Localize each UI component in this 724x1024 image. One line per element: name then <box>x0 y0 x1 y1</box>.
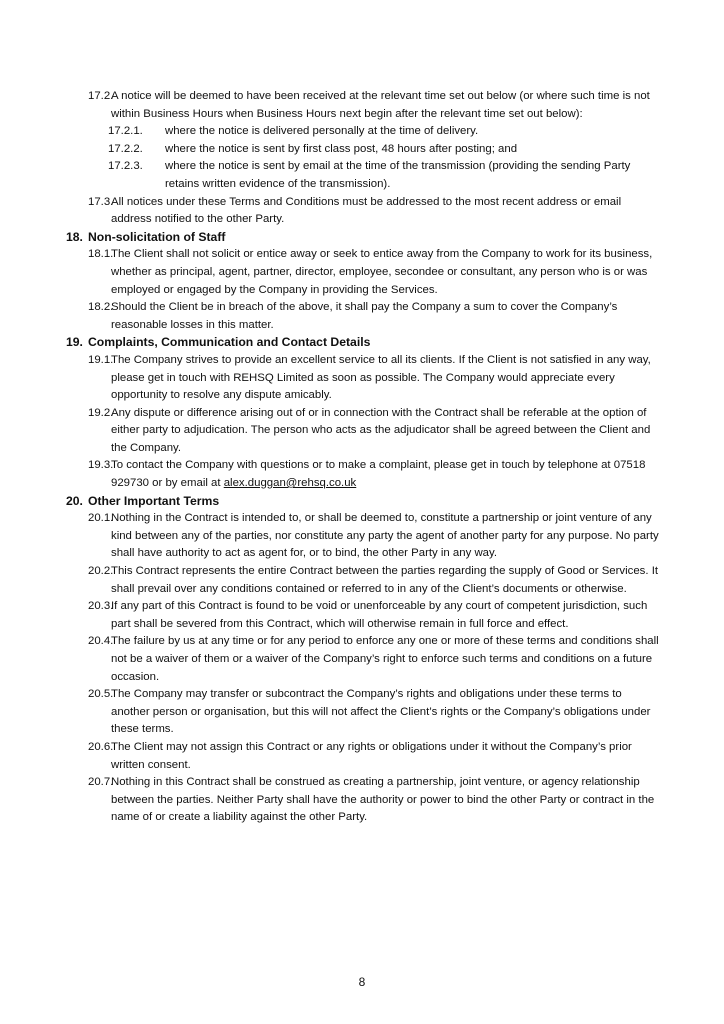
clause-number: 18.1. <box>88 248 114 261</box>
section-number: 18. <box>66 229 83 244</box>
clause-17-2-2 <box>66 141 662 159</box>
clause-text: The Company may transfer or subcontract the Company’s rights and obligations under these terms to another person or organisation, but this will not affect the Client’s rights or the Company’s obligations under these terms. <box>111 688 651 736</box>
clause-text: A notice will be deemed to have been received at the relevant time set out below (or where such time is not within Business Hours when Business Hours next begin after the relevant time set out below): <box>111 90 650 120</box>
section-heading-18 <box>66 229 662 247</box>
section-heading-19 <box>66 334 662 352</box>
clause-text: If any part of this Contract is found to be void or unenforceable by any court of competent jurisdiction, such part shall be severed from this Contract, which will otherwise remain in full force and effect. <box>111 600 648 630</box>
contact-text: To contact the Company with questions or to make a complaint, please get in touch by telephone at 07518 929730 or by email at <box>111 459 646 490</box>
clause-20-2 <box>66 563 662 598</box>
clause-19-1 <box>66 352 662 405</box>
section-title: Non-solicitation of Staff <box>88 229 226 244</box>
clause-text: where the notice is delivered personally at the time of delivery. <box>165 125 479 138</box>
clause-text: The failure by us at any time or for any period to enforce any one or more of these terms and conditions shall not be a waiver of them or a waiver of the Company’s right to enforce such terms and conditions on a future occasion. <box>111 635 659 683</box>
clause-number: 17.2. <box>88 90 114 102</box>
clause-number: 19.2. <box>88 406 114 419</box>
clause-text: Nothing in this Contract shall be construed as creating a partnership, joint venture, or agency relationship between the parties. Neither Party shall have the authority or power to bind the other Party or contract in the name of or create a liability against the other Party. <box>111 776 655 824</box>
clause-17-2-3 <box>66 158 662 193</box>
email-link[interactable]: alex.duggan@rehsq.co.uk <box>223 477 357 490</box>
clause-number: 20.4. <box>88 635 114 648</box>
clause-number: 20.3. <box>88 600 114 613</box>
clause-number: 20.2. <box>88 565 114 578</box>
clause-20-6 <box>66 739 662 774</box>
clause-20-1 <box>66 510 662 563</box>
clause-20-7 <box>66 774 662 827</box>
clause-text: The Company strives to provide an excellent service to all its clients. If the Client is not satisfied in any way, please get in touch with REHSQ Limited as soon as possible. The Company would appreciate every opportunity to resolve any dispute amicably. <box>111 353 651 402</box>
clause-text: Nothing in the Contract is intended to, or shall be deemed to, constitute a partnership or joint venture of any kind between any of the parties, nor constitute any party the agent of another party for any purpose. No party shall have authority to act as agent for, or to bind, the other Party in any way. <box>111 512 659 560</box>
clause-number: 17.2.3. <box>108 160 143 173</box>
clause-text: Any dispute or difference arising out of or in connection with the Contract shall be referable at the option of either party to adjudication. The person who acts as the adjudicator shall be agreed between the Client and the Company. <box>111 406 651 454</box>
clause-17-2 <box>66 88 662 123</box>
clause-number: 20.6. <box>88 740 114 753</box>
clause-19-3 <box>66 457 662 492</box>
clause-text: The Client may not assign this Contract or any rights or obligations under it without the Company’s prior written consent. <box>111 740 632 771</box>
page-number: 8 <box>358 975 366 989</box>
clause-18-1 <box>66 246 662 299</box>
clause-number: 17.2.2. <box>108 142 143 155</box>
document-body <box>66 88 662 827</box>
section-heading-20 <box>66 493 662 511</box>
clause-text: This Contract represents the entire Contract between the parties regarding the supply of Good or Services. It shall prevail over any conditions contained or referred to in any of the Client’s documents or otherwise. <box>111 565 659 595</box>
clause-19-2 <box>66 405 662 458</box>
clause-18-2 <box>66 299 662 334</box>
clause-17-3 <box>66 194 662 229</box>
clause-number: 18.2. <box>88 301 114 314</box>
clause-text: All notices under these Terms and Conditions must be addressed to the most recent address or email address notified to the other Party. <box>111 195 622 226</box>
clause-20-4 <box>66 633 662 686</box>
clause-text: The Client shall not solicit or entice away or seek to entice away from the Company to work for its business, whether as principal, agent, partner, director, employee, secondee or consultant, any person who is or was employed or engaged by the Company in providing the Services. <box>111 248 653 296</box>
clause-20-5 <box>66 686 662 739</box>
clause-number: 19.1. <box>88 353 114 366</box>
clause-number: 20.5. <box>88 688 114 701</box>
clause-text: where the notice is sent by email at the time of the transmission (providing the sending Party retains written evidence of the transmission). <box>165 160 631 190</box>
clause-text: where the notice is sent by first class post, 48 hours after posting; and <box>165 142 518 155</box>
section-number: 20. <box>66 493 83 508</box>
clause-20-3 <box>66 598 662 633</box>
section-title: Complaints, Communication and Contact Details <box>88 335 371 350</box>
clause-number: 17.3. <box>88 195 114 208</box>
clause-number: 20.1. <box>88 512 114 525</box>
clause-number: 20.7. <box>88 776 114 789</box>
clause-number: 19.3. <box>88 459 114 472</box>
section-title: Other Important Terms <box>88 493 220 508</box>
clause-text: Should the Client be in breach of the above, it shall pay the Company a sum to cover the Company’s reasonable losses in this matter. <box>111 301 618 331</box>
section-number: 19. <box>66 335 83 350</box>
clause-17-2-1 <box>66 123 662 141</box>
clause-number: 17.2.1. <box>108 125 143 138</box>
clause-text <box>111 457 662 492</box>
